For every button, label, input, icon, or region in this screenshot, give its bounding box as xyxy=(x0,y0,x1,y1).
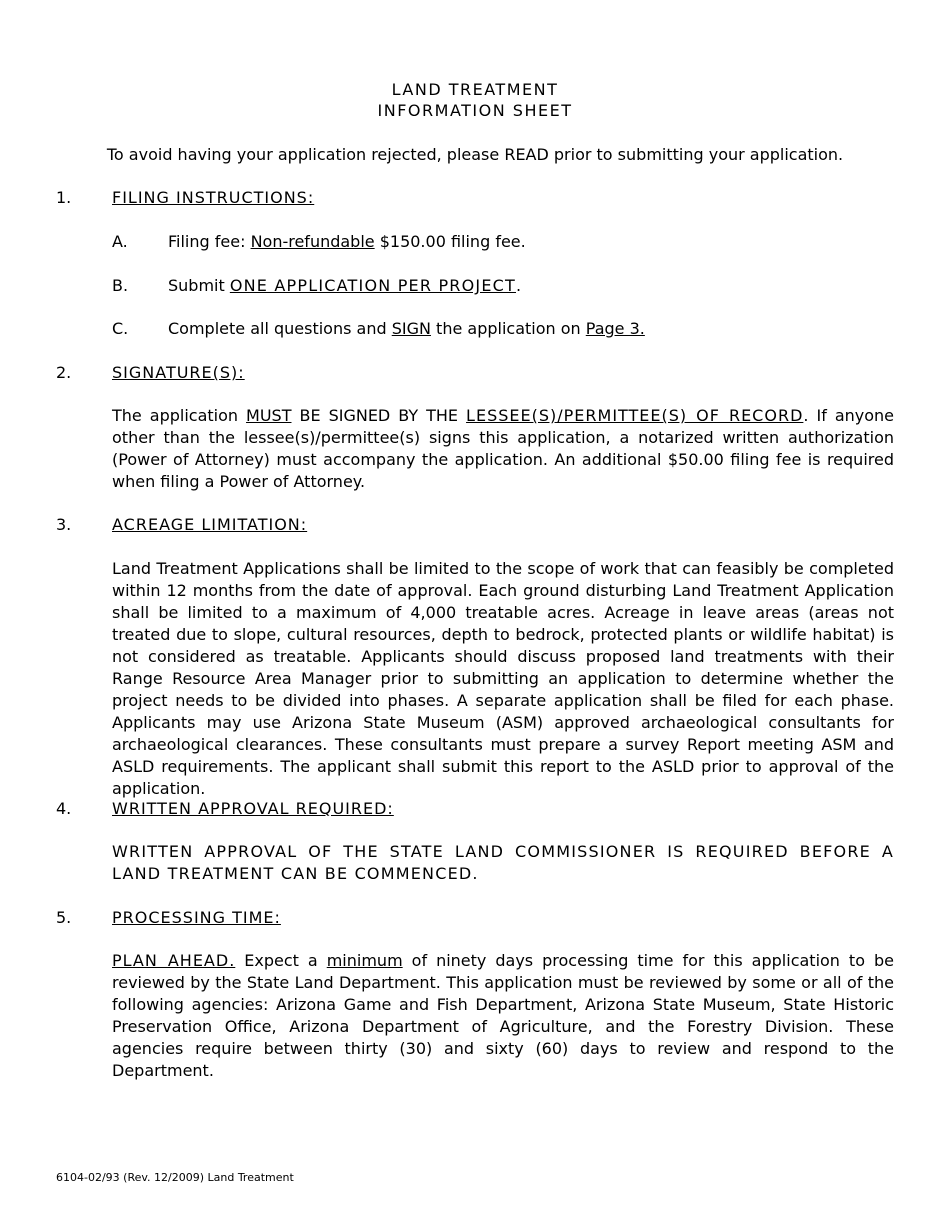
item-a-letter: A. xyxy=(112,232,128,251)
section-4-heading: WRITTEN APPROVAL REQUIRED: xyxy=(112,799,394,818)
item-b-underline: ONE APPLICATION PER PROJECT xyxy=(229,276,516,295)
must-underline: MUST xyxy=(246,406,292,425)
section-3-heading: ACREAGE LIMITATION: xyxy=(112,515,308,534)
intro-text: To avoid having your application rejected, please READ prior to submitting your application. xyxy=(106,145,844,164)
minimum-underline: minimum xyxy=(326,951,403,970)
section-2-heading: SIGNATURE(S): xyxy=(112,363,245,382)
title-line-1: LAND TREATMENT xyxy=(391,80,559,99)
item-c-letter: C. xyxy=(112,319,129,338)
item-c-underline-page: Page 3. xyxy=(585,319,645,338)
item-b-letter: B. xyxy=(112,276,129,295)
form-footer: 6104-02/93 (Rev. 12/2009) Land Treatment xyxy=(56,1171,294,1184)
section-5-heading: PROCESSING TIME: xyxy=(112,908,281,927)
item-c-text: Complete all questions and SIGN the application on Page 3. xyxy=(168,319,645,338)
section-5-number: 5. xyxy=(56,908,72,927)
section-4-number: 4. xyxy=(56,799,72,818)
item-a-text: Filing fee: Non-refundable $150.00 filing fee. xyxy=(168,232,526,251)
item-a-underline: Non-refundable xyxy=(250,232,375,251)
section-2-number: 2. xyxy=(56,363,72,382)
section-1-number: 1. xyxy=(56,188,72,207)
section-3-paragraph: Land Treatment Applications shall be limited to the scope of work that can feasibly be completed within 12 months from the date of approval. Each ground disturbing Land Treatment Application shall be limited to a maximum of 4,000 treatable acres. Acreage in leave areas (areas not treated due to slope, cultural resources, depth to bedrock, protected plants or wildlife habitat) is not considered as treatable. Applicants should discuss proposed land treatments with their Range Resource Area Manager prior to submitting an application to determine whether the project needs to be divided into phases. A separate application shall be filed for each phase. Applicants may use Arizona State Museum (ASM) approved archaeological consultants for archaeological clearances. These consultants must prepare a survey Report meeting ASM and ASLD requirements. The applicant shall submit this report to the ASLD prior to approval of the application. xyxy=(112,559,894,798)
title-line-2: INFORMATION SHEET xyxy=(377,101,573,120)
item-b-text: Submit ONE APPLICATION PER PROJECT. xyxy=(168,276,522,295)
plan-ahead-underline: PLAN AHEAD. xyxy=(112,951,236,970)
item-c-underline-sign: SIGN xyxy=(391,319,431,338)
section-1-heading: FILING INSTRUCTIONS: xyxy=(112,188,315,207)
section-2-paragraph: The application MUST BE SIGNED BY THE LESSEE(S)/PERMITTEE(S) OF RECORD. If anyone other than the lessee(s)/permittee(s) signs this application, a notarized written authorization (Power of Attorney) must accompany the application. An additional $50.00 filing fee is required when filing a Power of Attorney. xyxy=(112,406,895,491)
lessee-underline: LESSEE(S)/PERMITTEE(S) OF RECORD xyxy=(466,406,804,425)
section-3-number: 3. xyxy=(56,515,72,534)
section-5-paragraph: PLAN AHEAD. Expect a minimum of ninety days processing time for this application to be reviewed by the State Land Department. This application must be reviewed by some or all of the following agencies: Arizona Game and Fish Department, Arizona State Museum, State Historic Preservation Office, Arizona Department of Agriculture, and the Forestry Division. These agencies require between thirty (30) and sixty (60) days to review and respond to the Department. xyxy=(112,951,894,1080)
section-4-paragraph: WRITTEN APPROVAL OF THE STATE LAND COMMISSIONER IS REQUIRED BEFORE A LAND TREATMENT CAN BE COMMENCED. xyxy=(112,842,894,883)
